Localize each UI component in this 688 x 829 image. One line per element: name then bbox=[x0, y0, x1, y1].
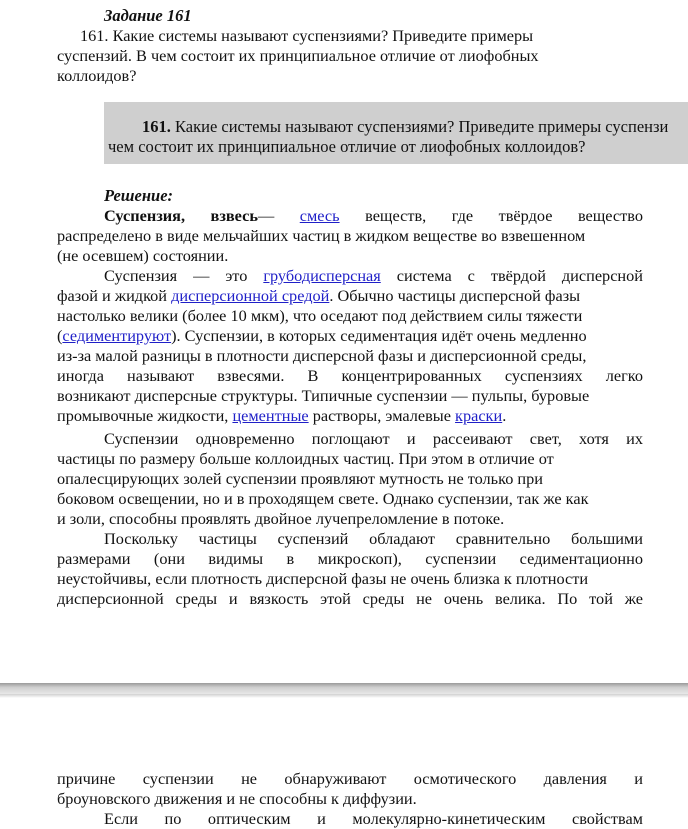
paragraph-3-line: боковом освещении, но и в проходящем свете. Однако суспензии, так же как bbox=[57, 489, 589, 508]
link-paints[interactable]: краски bbox=[455, 406, 503, 425]
paragraph-5-line: броуновского движения и не способны к диффузии. bbox=[57, 789, 417, 808]
paragraph-2-line bbox=[57, 326, 587, 346]
text: ( bbox=[57, 326, 63, 345]
page-break bbox=[0, 683, 688, 694]
task-question-line: коллоидов? bbox=[57, 66, 137, 85]
paragraph-5-line: Если по оптическим и молекулярно-кинетическим свойствам bbox=[104, 809, 643, 828]
text: Суспензия — это bbox=[104, 266, 248, 285]
paragraph-2-line: настолько велики (более 10 мкм), что оседают под действием силы тяжести bbox=[57, 306, 583, 325]
text: . Обычно частицы дисперсной фазы bbox=[329, 286, 581, 305]
paragraph-2-line bbox=[104, 266, 643, 286]
paragraph-2-line: возникают дисперсные структуры. Типичные суспензии — пульпы, буровые bbox=[57, 386, 590, 405]
box-line-2: чем состоит их принципиальное отличие от лиофобных коллоидов? bbox=[108, 137, 586, 156]
paragraph-1-line: (не осевшем) состоянии. bbox=[57, 246, 229, 265]
paragraph-5-line: причине суспензии не обнаруживают осмотического давления и bbox=[57, 769, 643, 788]
box-line-1 bbox=[142, 117, 668, 137]
paragraph-3-line: Суспензии одновременно поглощают и рассеивают свет, хотя их bbox=[104, 429, 643, 448]
paragraph-2-line: из-за малой разницы в плотности дисперсной фазы и дисперсионной среды, bbox=[57, 346, 587, 365]
text: . bbox=[502, 406, 507, 425]
task-title: Задание 161 bbox=[104, 6, 192, 25]
paragraph-4-line: дисперсионной среды и вязкость этой среды не очень велика. По той же bbox=[57, 589, 643, 608]
paragraph-1-line bbox=[104, 206, 643, 226]
paragraph-4-line: размерами (они видимы в микроскоп), суспензии седиментационно bbox=[57, 549, 643, 568]
paragraph-4-line: неустойчивы, если плотность дисперсной фазы не очень близка к плотности bbox=[57, 569, 589, 588]
text: ). Суспензии, в которых седиментация идёт очень медленно bbox=[171, 326, 587, 345]
page-shadow bbox=[0, 694, 688, 698]
question-box bbox=[104, 102, 688, 164]
link-sediment[interactable]: седиментируют bbox=[62, 326, 172, 345]
link-dispersion-medium[interactable]: дисперсионной средой bbox=[171, 286, 330, 305]
text: фазой и жидкой bbox=[57, 286, 168, 305]
solution-title: Решение: bbox=[104, 186, 174, 205]
link-mix[interactable]: смесь bbox=[299, 206, 340, 225]
paragraph-3-line: опалесцирующих золей суспензии проявляют мутность не только при bbox=[57, 469, 543, 488]
text: растворы, эмалевые bbox=[312, 406, 451, 425]
task-question-line: суспензий. В чем состоит их принципиальное отличие от лиофобных bbox=[57, 46, 539, 65]
task-question-line: 161. Какие системы называют суспензиями? Приведите примеры bbox=[80, 26, 534, 45]
text: система с твёрдой дисперсной bbox=[396, 266, 643, 285]
paragraph-2-line: иногда называют взвесями. В концентрированных суспензиях легко bbox=[57, 366, 643, 385]
text: промывочные жидкости, bbox=[57, 406, 229, 425]
paragraph-2-line bbox=[57, 406, 506, 426]
term-vzves: взвесь bbox=[210, 206, 258, 225]
box-number: 161. bbox=[142, 117, 171, 136]
text: веществ, где твёрдое вещество bbox=[365, 206, 643, 225]
dash: — bbox=[257, 206, 275, 225]
link-cement[interactable]: цементные bbox=[232, 406, 309, 425]
term-suspension: Суспензия, bbox=[104, 206, 186, 225]
paragraph-4-line: Поскольку частицы суспензий обладают сравнительно большими bbox=[104, 529, 643, 548]
paragraph-2-line bbox=[57, 286, 580, 306]
paragraph-3-line: и золи, способны проявлять двойное лучепреломление в потоке. bbox=[57, 509, 505, 528]
link-coarse-dispersed[interactable]: грубодисперсная bbox=[263, 266, 381, 285]
box-text: Какие системы называют суспензиями? Приведите примеры суспензи bbox=[175, 117, 669, 136]
paragraph-1-line: распределено в виде мельчайших частиц в жидком веществе во взвешенном bbox=[57, 226, 586, 245]
paragraph-3-line: частицы по размеру больше коллоидных частиц. При этом в отличие от bbox=[57, 449, 554, 468]
